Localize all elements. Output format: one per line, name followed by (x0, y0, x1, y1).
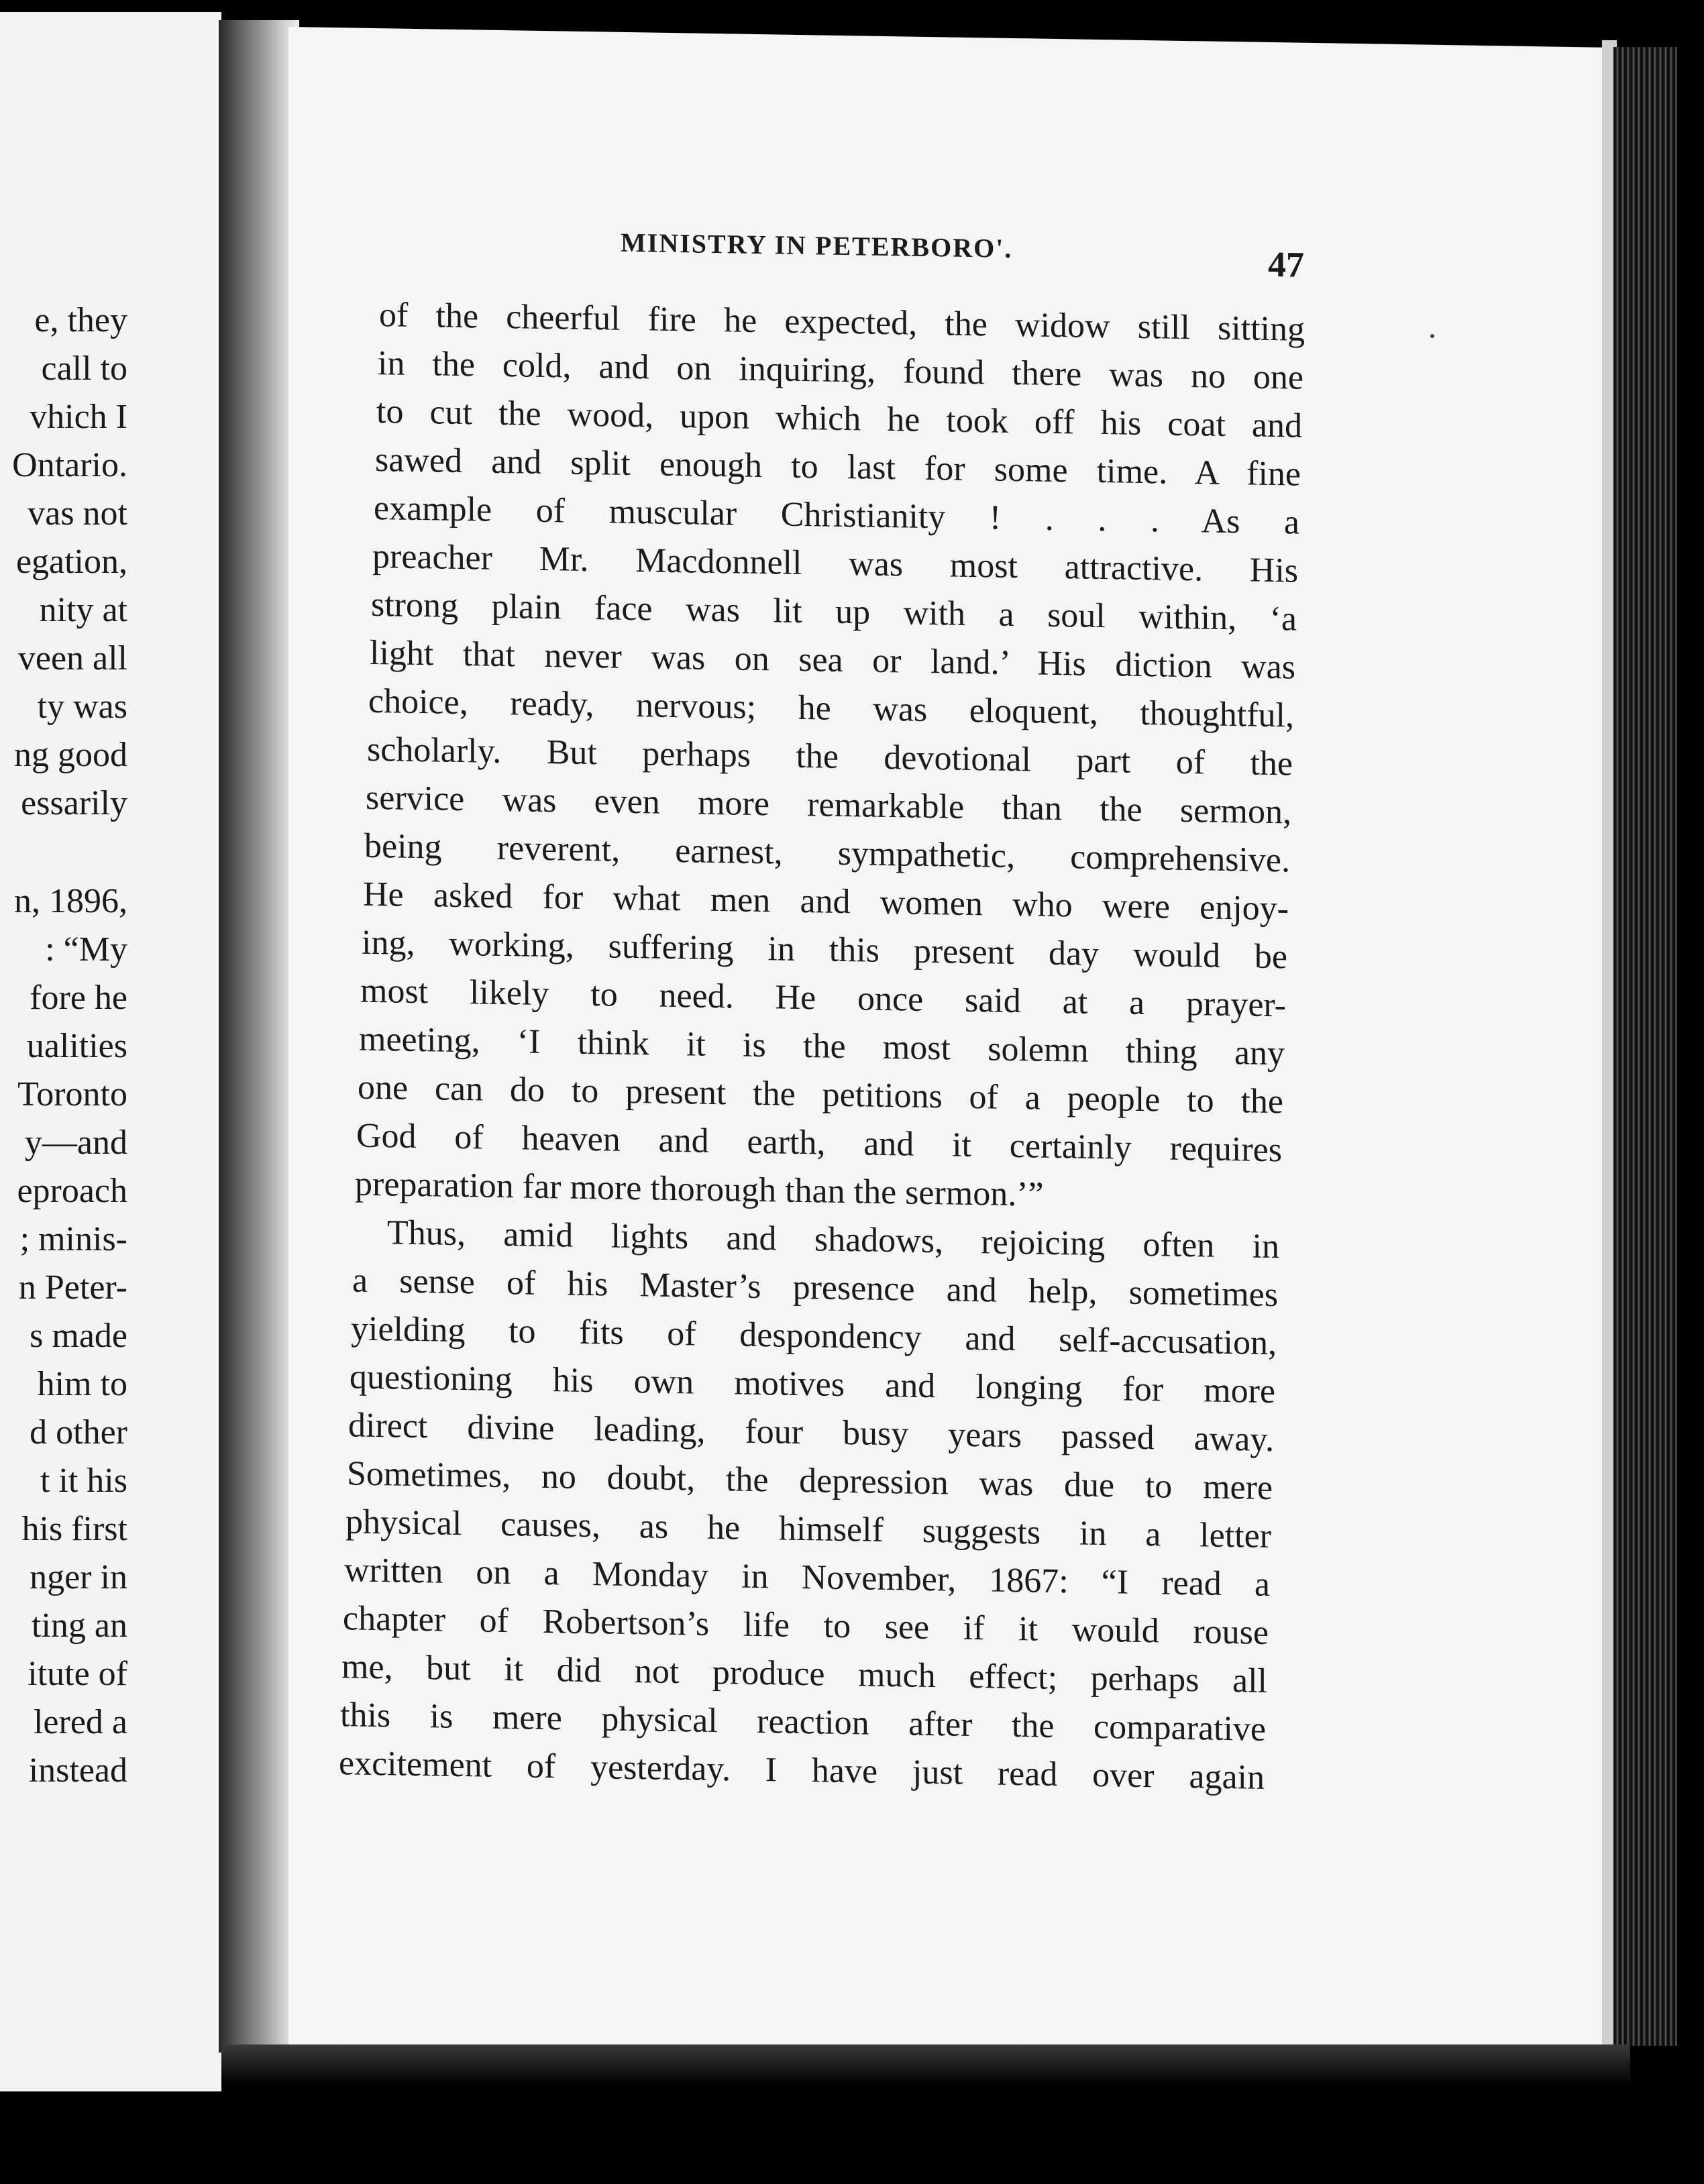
page-number: 47 (1268, 243, 1304, 285)
body-line: strong plain face was lit up with a soul within, ‘a (371, 585, 1297, 639)
current-page (288, 27, 1603, 2067)
left-page-line: ting an (32, 1606, 127, 1645)
body-line: most likely to need. He once said at a prayer- (360, 971, 1286, 1025)
bottom-shadow (221, 2044, 1630, 2085)
body-line: chapter of Robertson’s life to see if it would rouse (343, 1599, 1269, 1652)
left-page-line: vhich I (30, 398, 127, 436)
body-line: scholarly. But perhaps the devotional part of the (367, 730, 1293, 783)
left-page-line: veen all (17, 639, 127, 677)
left-page-line: fore he (30, 979, 127, 1017)
body-line: of the cheerful fire he expected, the widow still sitting (379, 296, 1305, 349)
left-page-line: him to (37, 1365, 127, 1403)
body-line: a sense of his Master’s presence and help, sometimes (352, 1261, 1278, 1315)
previous-page (0, 12, 221, 2091)
left-page-line: nger in (30, 1558, 127, 1596)
left-page-line: his first (21, 1510, 127, 1548)
body-line: ing, working, suffering in this present day would be (362, 923, 1287, 977)
body-line: light that never was on sea or land.’ His diction was (370, 633, 1295, 687)
body-line: meeting, ‘I think it is the most solemn thing any (359, 1020, 1285, 1073)
body-line: God of heaven and earth, and it certainly requires (356, 1116, 1282, 1170)
body-line: excitement of yesterday. I have just read over again (339, 1744, 1265, 1797)
left-page-line: s made (30, 1317, 127, 1355)
body-line: questioning his own motives and longing for more (350, 1358, 1275, 1411)
left-page-line: itute of (28, 1655, 127, 1693)
body-line: written on a Monday in November, 1867: “I read a (344, 1551, 1270, 1604)
body-line: in the cold, and on inquiring, found there was no one (378, 344, 1303, 397)
left-page-line: d other (30, 1413, 127, 1452)
body-line: direct divine leading, four busy years passed away. (348, 1406, 1274, 1460)
body-line: physical causes, as he himself suggests in a letter (345, 1503, 1271, 1556)
left-page-line: Ontario. (12, 446, 127, 484)
body-line: He asked for what men and women who were enjoy- (363, 875, 1289, 928)
left-page-line: y—and (24, 1124, 127, 1162)
body-line: service was even more remarkable than the sermon, (366, 778, 1291, 832)
left-page-line: Toronto (17, 1075, 127, 1113)
left-page-line: egation, (15, 543, 127, 581)
left-page-line: nity at (39, 591, 127, 629)
body-line: Thus, amid lights and shadows, rejoicing often in (387, 1213, 1279, 1266)
left-page-line: ; minis- (19, 1220, 127, 1258)
body-line: sawed and split enough to last for some time. A fine (375, 441, 1301, 494)
left-page-line: n, 1896, (14, 882, 127, 920)
left-page-line: t it his (40, 1462, 127, 1500)
left-page-line: : “My (45, 930, 127, 969)
running-head: MINISTRY IN PETERBORO'. (621, 227, 1013, 264)
left-page-line: instead (28, 1751, 127, 1790)
body-line: Sometimes, no doubt, the depression was due to mere (347, 1454, 1273, 1508)
body-line: this is mere physical reaction after the comparative (340, 1696, 1266, 1749)
left-page-line: call to (41, 349, 127, 388)
left-page-line: ty was (37, 688, 127, 726)
left-page-line: ualities (26, 1027, 127, 1065)
left-page-line: lered a (33, 1703, 127, 1741)
dust-speck (1430, 334, 1434, 338)
left-page-line: vas not (28, 494, 127, 533)
left-page-line: n Peter- (18, 1268, 127, 1307)
body-line: yielding to fits of despondency and self-accusation, (351, 1309, 1277, 1363)
body-line: me, but it did not produce much effect; perhaps all (341, 1647, 1267, 1700)
body-line: preacher Mr. Macdonnell was most attractive. His (372, 537, 1298, 590)
body-line: one can do to present the petitions of a people to the (358, 1068, 1283, 1122)
page-block-edge (1613, 47, 1677, 2046)
body-line: preparation far more thorough than the sermon.’” (355, 1164, 1044, 1214)
left-page-line: eproach (17, 1172, 127, 1210)
body-line: choice, ready, nervous; he was eloquent, thoughtful, (368, 681, 1294, 735)
body-line: being reverent, earnest, sympathetic, comprehensive. (364, 826, 1290, 880)
book-gutter-shadow (219, 20, 299, 2053)
body-line: to cut the wood, upon which he took off his coat and (376, 392, 1302, 445)
left-page-line: ng good (14, 736, 127, 774)
left-page-line: essarily (21, 784, 127, 822)
left-page-line: e, they (34, 301, 127, 339)
body-line: example of muscular Christianity ! . . . As a (374, 488, 1299, 542)
